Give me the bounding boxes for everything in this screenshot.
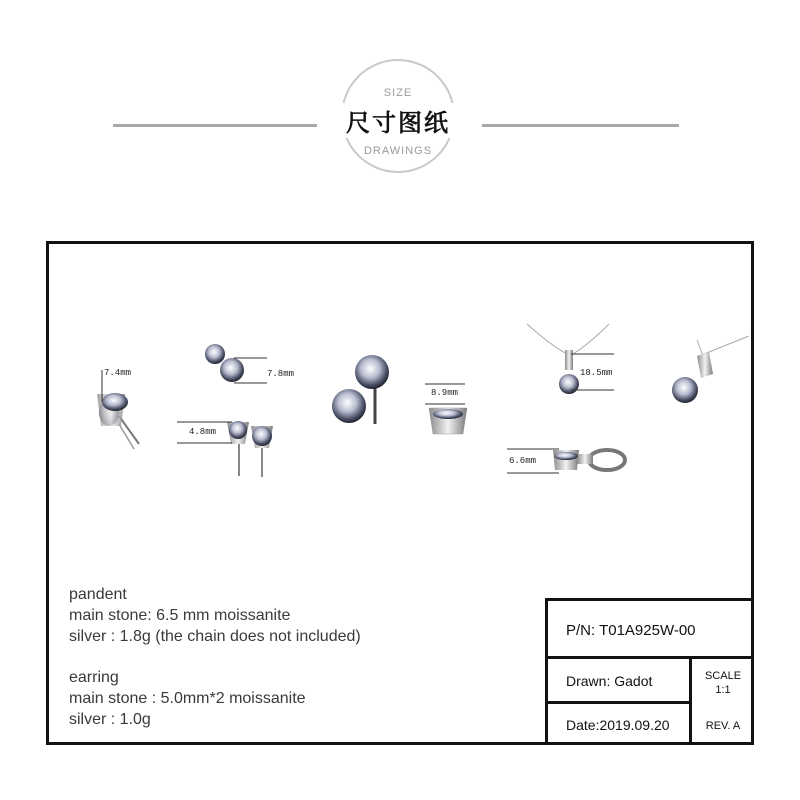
pendant-stone-spec: main stone: 6.5 mm moissanite [69, 607, 291, 624]
scale-label: SCALE [704, 670, 742, 682]
stud-earring-pair-side [227, 421, 273, 477]
dim-label-pendant-setting: 8.9mm [431, 388, 459, 398]
revision: REV. A [705, 720, 741, 732]
header-rule-left [113, 124, 317, 127]
pendant-necklace-front [527, 324, 609, 394]
pendant-side-view [553, 450, 625, 470]
earring-heading: earring [69, 669, 119, 686]
drawing-date: Date:2019.09.20 [548, 704, 692, 745]
pendant-silver-spec: silver : 1.8g (the chain does not included) [69, 628, 361, 645]
badge-bottom-label: DRAWINGS [363, 145, 433, 157]
stud-earring-top-views [205, 344, 244, 382]
scale-cell [692, 659, 754, 704]
dim-label-stud-height: 7.4mm [104, 368, 132, 378]
scale-value: 1:1 [715, 684, 731, 696]
earring-silver-spec: silver : 1.0g [69, 711, 151, 728]
pendant-necklace-angled [672, 336, 749, 403]
dim-label-pendant-length: 18.5mm [580, 368, 613, 378]
dim-label-stud-top: 7.8mm [267, 369, 295, 379]
stud-earring-side-view [97, 393, 139, 449]
part-number: P/N: T01A925W-00 [548, 601, 754, 659]
dim-label-pendant-width: 6.6mm [509, 456, 537, 466]
title-block [545, 598, 754, 745]
dim-label-stud-side: 4.8mm [189, 427, 217, 437]
jewelry-illustrations [49, 244, 751, 544]
pendant-heading: pandent [69, 586, 127, 603]
drawing-sheet [46, 241, 754, 745]
page-title: 尺寸图纸 [329, 103, 467, 138]
pendant-setting-side [429, 408, 467, 434]
large-stud-earring [332, 355, 389, 424]
header-rule-right [482, 124, 679, 127]
drawn-by: Drawn: Gadot [548, 659, 692, 704]
badge-top-label: SIZE [383, 87, 413, 99]
earring-stone-spec: main stone : 5.0mm*2 moissanite [69, 690, 306, 707]
size-drawings-badge [341, 59, 455, 173]
